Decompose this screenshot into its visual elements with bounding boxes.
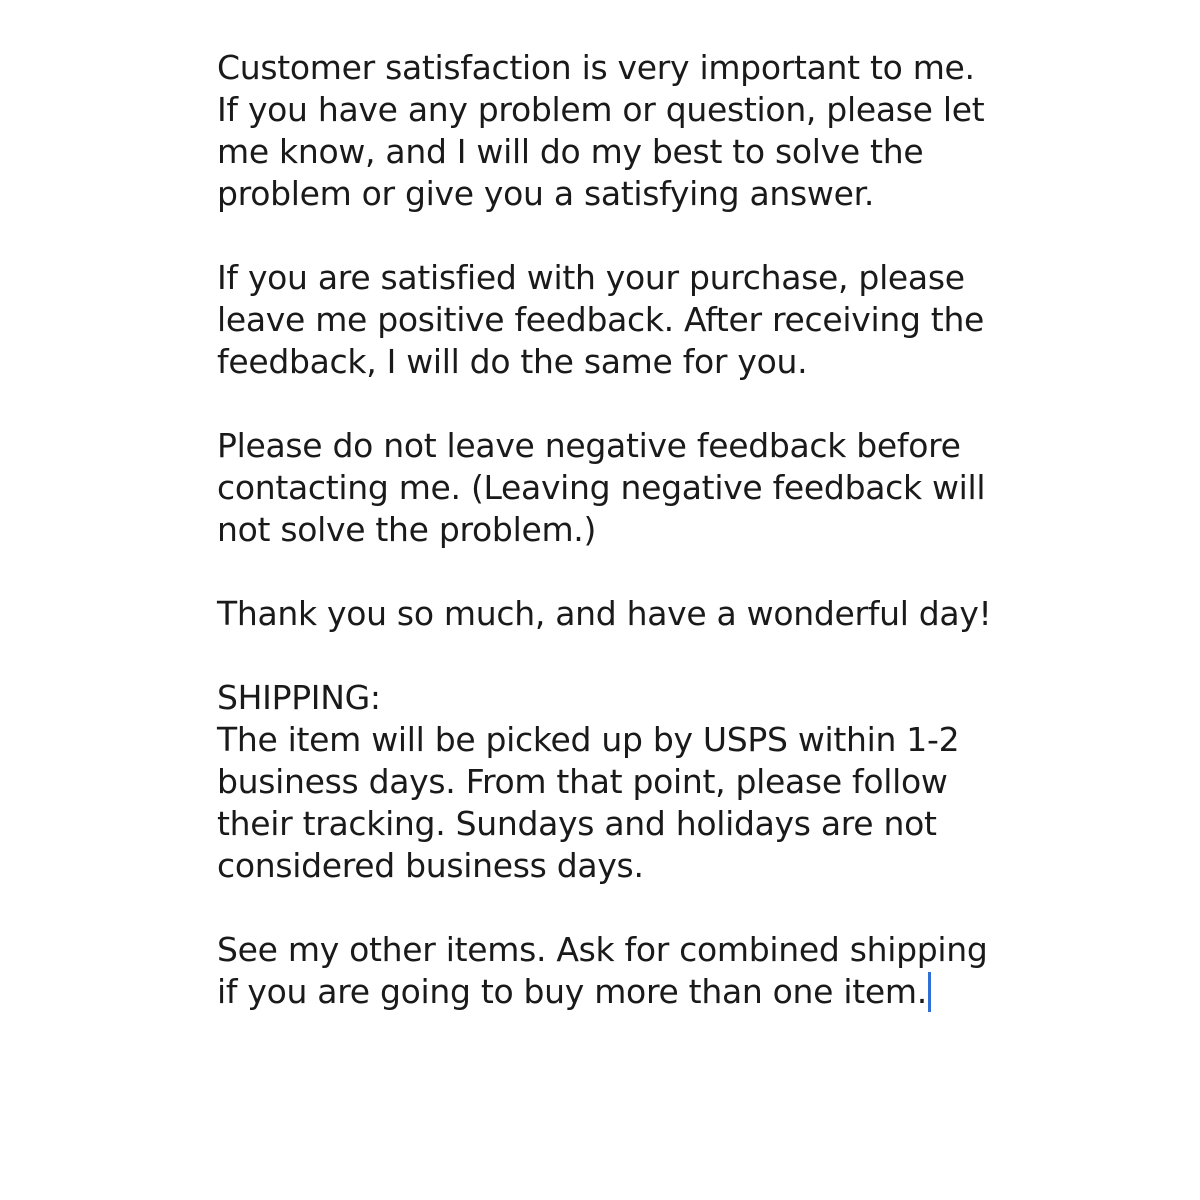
paragraph-negative-feedback: Please do not leave negative feedback before contacting me. (Leaving negative feedback will not solve the problem.) bbox=[217, 426, 986, 549]
paragraph-closing bbox=[217, 929, 997, 1013]
shipping-heading: SHIPPING: bbox=[217, 678, 381, 717]
paragraph-satisfaction: Customer satisfaction is very important to me. If you have any problem or question, please let me know, and I will do my best to solve the problem or give you a satisfying answer. bbox=[217, 48, 985, 213]
text-cursor bbox=[928, 972, 931, 1012]
paragraph-thank-you: Thank you so much, and have a wonderful day! bbox=[217, 594, 992, 633]
document-body[interactable] bbox=[217, 47, 997, 1013]
paragraph-feedback: If you are satisfied with your purchase, please leave me positive feedback. After receiving the feedback, I will do the same for you. bbox=[217, 258, 985, 381]
shipping-section bbox=[217, 677, 997, 887]
shipping-text: The item will be picked up by USPS within 1-2 business days. From that point, please follow their tracking. Sundays and holidays are not considered business days. bbox=[217, 720, 960, 885]
closing-text: See my other items. Ask for combined shipping if you are going to buy more than one item. bbox=[217, 930, 988, 1011]
